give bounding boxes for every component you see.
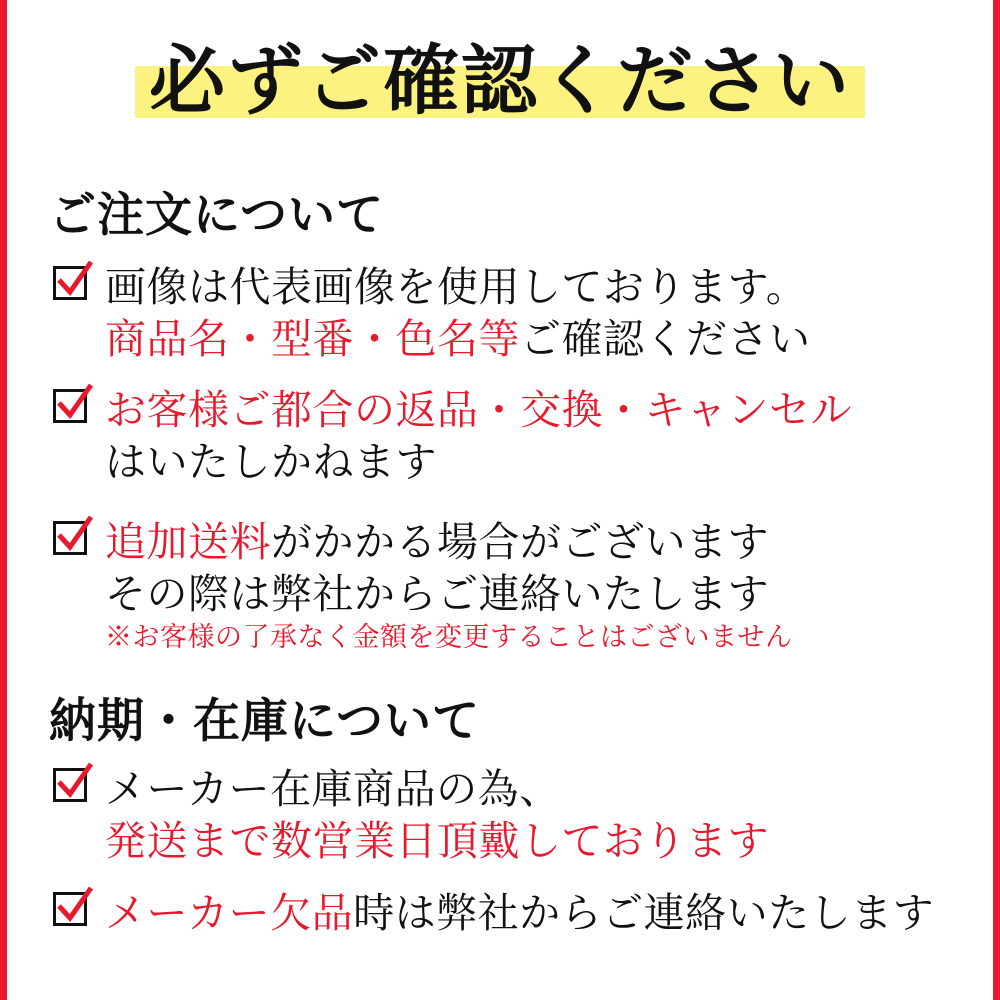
list-item	[53, 764, 973, 867]
list-item	[53, 888, 973, 940]
item-line-red: 発送まで数営業日頂戴しております	[105, 817, 769, 864]
item-line-dark: 時は弊社からご連絡いたします	[353, 890, 935, 936]
item-line	[105, 816, 973, 868]
item-line-red: お客様ご都合の返品・交換・キャンセル	[105, 387, 852, 433]
notice-content	[7, 0, 993, 1000]
item-line: はいたしかねます	[105, 438, 437, 485]
item-line-red: 追加送料	[105, 519, 271, 565]
list-item	[53, 262, 973, 365]
checkbox-checked-icon	[53, 266, 91, 304]
item-note: ※お客様の了承なく金額を変更することはございません	[105, 622, 793, 653]
list-item	[53, 517, 973, 655]
check-mark-icon	[55, 515, 93, 555]
section-heading-order: ご注文について	[49, 190, 385, 242]
page-title	[7, 38, 993, 130]
title-highlighted	[135, 38, 865, 130]
checkbox-checked-icon	[53, 389, 91, 427]
item-lines	[105, 764, 973, 867]
checkbox-checked-icon	[53, 768, 91, 806]
item-line-red: 商品名・型番・色名等	[105, 315, 520, 362]
item-line	[105, 888, 973, 940]
item-lines	[105, 385, 973, 488]
item-lines	[105, 517, 973, 620]
check-mark-icon	[55, 886, 93, 926]
item-line-dark: ご確認ください	[520, 315, 811, 362]
check-mark-icon	[55, 762, 93, 802]
item-line: その際は弊社からご連絡いたします	[105, 570, 769, 617]
check-mark-icon	[55, 260, 93, 300]
item-line-dark: がかかる場合がございます	[271, 519, 769, 565]
item-line	[105, 314, 973, 366]
item-line	[105, 517, 973, 569]
check-mark-icon	[55, 383, 93, 423]
item-lines	[105, 888, 973, 940]
item-line: 画像は代表画像を使用しております。	[105, 264, 808, 310]
item-line	[105, 385, 973, 437]
section-heading-delivery: 納期・在庫について	[49, 696, 481, 748]
item-line-red: メーカー欠品	[105, 890, 354, 936]
checkbox-checked-icon	[53, 892, 91, 930]
list-item	[53, 385, 973, 488]
item-lines	[105, 262, 973, 365]
title-text: 必ずご確認ください	[149, 40, 851, 124]
checkbox-checked-icon	[53, 521, 91, 559]
item-line: メーカー在庫商品の為、	[105, 766, 561, 812]
